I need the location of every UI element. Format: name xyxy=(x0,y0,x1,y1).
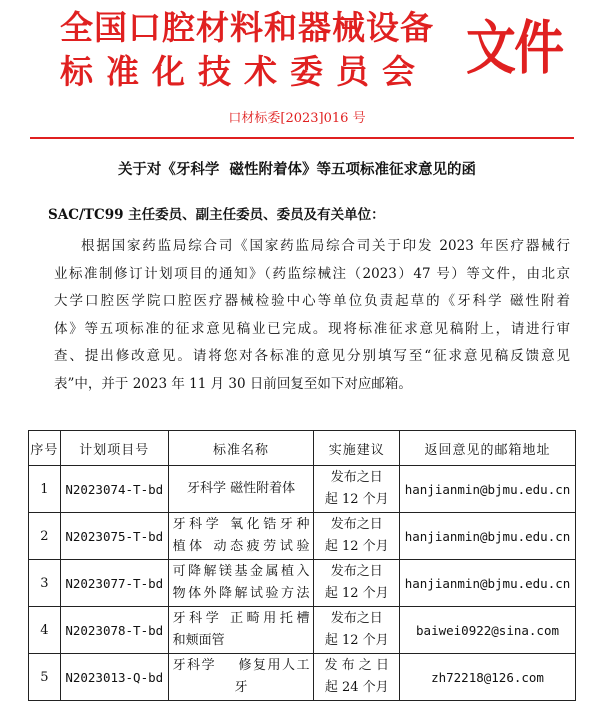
row-plan-number: N2023075-T-bd xyxy=(60,513,168,560)
name-line: 牙 xyxy=(234,680,248,695)
committee-name-line2: 标准化技术委员会 xyxy=(60,52,428,91)
row-plan-number: N2023078-T-bd xyxy=(60,607,168,654)
impl-line: 起 12 个月 xyxy=(324,586,389,601)
row-implementation xyxy=(314,560,400,607)
standards-table xyxy=(28,430,576,701)
name-line: 和颊面管 xyxy=(172,633,225,648)
row-standard-name xyxy=(168,560,314,607)
name-line: 可降解镁基金属植入 xyxy=(172,564,310,579)
body-line: 业标准制修订计划项目的通知》（药监综械注（2023）47 号）等文件，由北京 xyxy=(54,265,570,282)
row-implementation xyxy=(314,513,400,560)
impl-line: 发布之日 xyxy=(330,611,383,626)
header-standard-name: 标准名称 xyxy=(168,431,314,466)
impl-line: 起 12 个月 xyxy=(324,492,389,507)
row-standard-name xyxy=(168,513,314,560)
body-line: 查、提出修改意见。请将您对各标准的意见分别填写至“征求意见稿反馈意见 xyxy=(54,348,570,364)
red-divider xyxy=(30,137,574,139)
impl-line: 发 布 之 日 xyxy=(324,658,389,673)
letter-title: 关于对《牙科学 磁性附着体》等五项标准征求意见的函 xyxy=(117,161,477,178)
impl-line: 起 12 个月 xyxy=(324,633,389,648)
table-row xyxy=(29,607,576,654)
impl-line: 发布之日 xyxy=(330,564,383,579)
committee-name-line1: 全国口腔材料和器械设备 xyxy=(60,8,434,47)
header-implementation: 实施建议 xyxy=(314,431,400,466)
name-line: 植体 动态疲劳试验 xyxy=(172,539,310,554)
table-row xyxy=(29,466,576,513)
row-standard-name xyxy=(168,466,314,513)
row-email[interactable]: hanjianmin@bjmu.edu.cn xyxy=(400,513,576,560)
body-line: 根据国家药监局综合司《国家药监局综合司关于印发 2023 年医疗器械行 xyxy=(81,238,570,254)
row-serial: 3 xyxy=(29,560,61,607)
row-implementation xyxy=(314,654,400,701)
body-line: 表”中，并于 2023 年 11 月 30 日前回复至如下对应邮箱。 xyxy=(54,375,412,392)
row-plan-number: N2023077-T-bd xyxy=(60,560,168,607)
salutation: SAC/TC99 主任委员、副主任委员、委员及有关单位： xyxy=(48,207,385,223)
impl-line: 起 12 个月 xyxy=(324,539,389,554)
header-email: 返回意见的邮箱地址 xyxy=(400,431,576,466)
row-email[interactable]: zh72218@126.com xyxy=(400,654,576,701)
letter-body xyxy=(54,233,570,398)
row-plan-number: N2023074-T-bd xyxy=(60,466,168,513)
name-line: 牙科学 磁性附着体 xyxy=(186,481,296,496)
row-serial: 4 xyxy=(29,607,61,654)
row-standard-name xyxy=(168,654,314,701)
impl-line: 发布之日 xyxy=(330,470,383,485)
table-row xyxy=(29,560,576,607)
document-mark: 文件 xyxy=(466,14,563,82)
row-implementation xyxy=(314,466,400,513)
impl-line: 起 24 个月 xyxy=(324,680,389,695)
document-number: 口材标委[2023]016 号 xyxy=(228,111,366,126)
letterhead xyxy=(0,0,594,100)
row-serial: 5 xyxy=(29,654,61,701)
row-implementation xyxy=(314,607,400,654)
table-header-row xyxy=(29,431,576,466)
impl-line: 发布之日 xyxy=(330,517,383,532)
name-line: 牙科学 修复用人工 xyxy=(172,658,310,673)
row-standard-name xyxy=(168,607,314,654)
header-serial: 序号 xyxy=(29,431,61,466)
body-line: 大学口腔医学院口腔医疗器械检验中心等单位负责起草的《牙科学 磁性附着 xyxy=(54,293,570,309)
table-row xyxy=(29,513,576,560)
row-serial: 2 xyxy=(29,513,61,560)
row-serial: 1 xyxy=(29,466,61,513)
body-line: 体》等五项标准的征求意见稿业已完成。现将标准征求意见稿附上，请进行审 xyxy=(54,320,570,337)
name-line: 牙科学 正畸用托槽 xyxy=(172,611,310,626)
row-email[interactable]: hanjianmin@bjmu.edu.cn xyxy=(400,466,576,513)
name-line: 牙科学 氧化锆牙种 xyxy=(172,517,310,532)
row-email[interactable]: hanjianmin@bjmu.edu.cn xyxy=(400,560,576,607)
table-row xyxy=(29,654,576,701)
row-email[interactable]: baiwei0922@sina.com xyxy=(400,607,576,654)
name-line: 物体外降解试验方法 xyxy=(172,586,310,601)
header-plan-number: 计划项目号 xyxy=(60,431,168,466)
row-plan-number: N2023013-Q-bd xyxy=(60,654,168,701)
